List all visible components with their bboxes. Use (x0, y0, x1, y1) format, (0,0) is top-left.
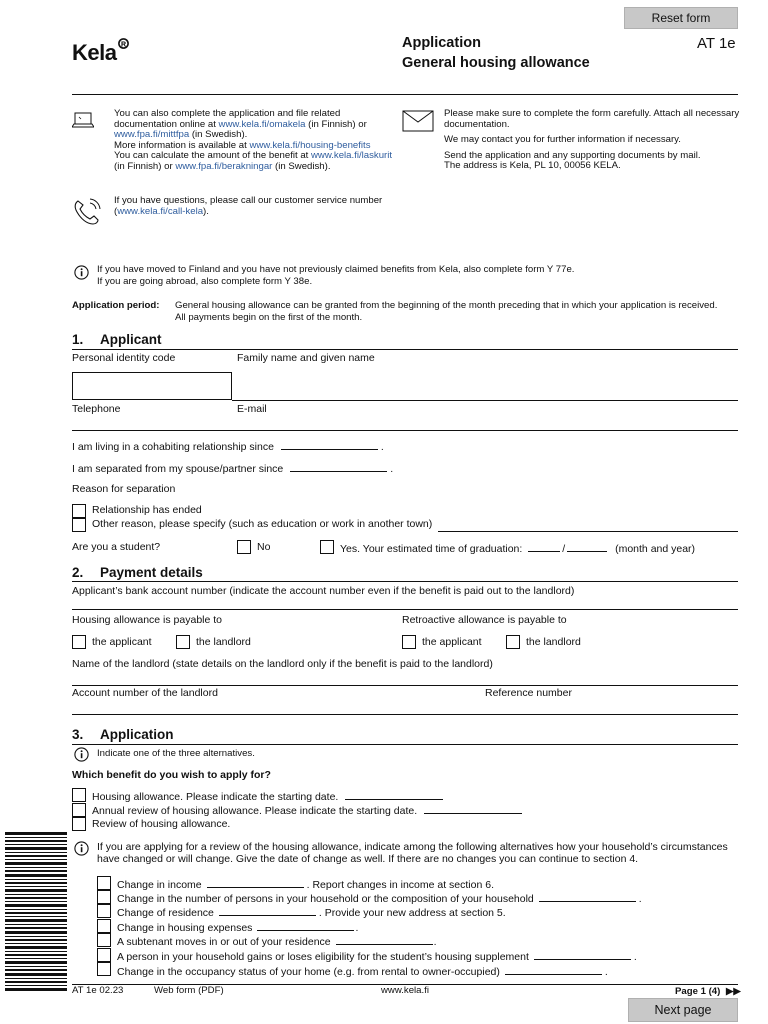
change-row (117, 949, 637, 963)
section-2-title: Payment details (100, 565, 203, 580)
info-icon (74, 747, 89, 762)
payable-to-label: Housing allowance is payable to (72, 614, 223, 626)
change-note: . Report changes in income at section 6. (306, 879, 494, 891)
phone-info (114, 196, 414, 217)
dot: . (380, 441, 384, 453)
envelope-icon (402, 110, 434, 132)
text: ). (203, 205, 209, 217)
indicate-text: Indicate one of the three alternatives. (97, 748, 255, 759)
link-berakningar[interactable]: www.fpa.fi/berakningar (175, 160, 273, 172)
text: You can calculate the amount of the benefit at (114, 150, 311, 162)
change-note: . (638, 893, 642, 905)
mail-line-4: Send the application and any supporting documents by mail. (444, 149, 701, 161)
reason-label: Reason for separation (72, 483, 176, 495)
logo-text: Kela (72, 40, 117, 65)
reason-ended-checkbox[interactable] (72, 504, 86, 518)
change-note: . Provide your new address at section 5. (318, 907, 506, 919)
online-line-1: You can also complete the application and file related (114, 108, 341, 119)
cohabiting-label: I am living in a cohabiting relationship since (72, 441, 274, 453)
review-info-line-1: If you are applying for a review of the housing allowance, indicate among the following alternatives how your household’s circumstances (97, 841, 728, 853)
page-number: Page 1 (4) (675, 986, 721, 997)
change-date-field[interactable] (505, 964, 602, 975)
mail-line-3: We may contact you for further information if necessary. (444, 134, 681, 146)
change-income-checkbox[interactable] (97, 876, 111, 890)
change-row (117, 905, 506, 919)
change-label: Change in the number of persons in your household or the composition of your household (117, 893, 534, 905)
change-label: Change in income (117, 879, 202, 891)
email-label: E-mail (237, 403, 267, 415)
pid-input[interactable] (72, 372, 232, 400)
housing-start-date-field[interactable] (345, 789, 443, 800)
separated-label: I am separated from my spouse/partner since (72, 463, 284, 475)
change-student-supplement-checkbox[interactable] (97, 948, 111, 962)
housing-allowance-checkbox[interactable] (72, 788, 86, 802)
section-1-rule (72, 349, 738, 350)
review-info-line-2: have changed or will change. Give the date of change as well. If there are no changes you can continue to section 4. (97, 853, 639, 865)
moved-line-2: If you are going abroad, also complete form Y 38e. (97, 275, 313, 287)
change-subtenant-checkbox[interactable] (97, 933, 111, 947)
review-label: Review of housing allowance. (92, 818, 231, 830)
barcode-image (5, 832, 67, 992)
landlord-name-field[interactable] (72, 685, 738, 686)
payable-applicant-label: the applicant (92, 636, 152, 648)
mail-info (444, 109, 744, 172)
text: (in Swedish). (189, 129, 248, 141)
change-household-checkbox[interactable] (97, 890, 111, 904)
text: (in Finnish) or (305, 118, 367, 130)
name-input-line[interactable] (232, 400, 738, 401)
footer-page (675, 987, 741, 998)
info-icon (74, 265, 89, 280)
text: ( (114, 205, 118, 217)
reason-other-checkbox[interactable] (72, 518, 86, 532)
form-code: AT 1e (697, 35, 736, 52)
text: documentation online at (114, 118, 219, 130)
landlord-account-label: Account number of the landlord (72, 687, 218, 699)
change-row (117, 920, 358, 934)
section-3-rule (72, 744, 738, 745)
student-question: Are you a student? (72, 541, 161, 553)
phone-email-input-line[interactable] (72, 430, 738, 431)
change-occupancy-checkbox[interactable] (97, 962, 111, 976)
moved-line-1: If you have moved to Finland and you have not previously claimed benefits from Kela, also complete form Y 77e. (97, 264, 575, 275)
link-mittfpa[interactable]: www.fpa.fi/mittfpa (114, 129, 190, 141)
cohabiting-row (72, 439, 384, 453)
dot: . (390, 463, 394, 475)
link-omakela[interactable]: www.kela.fi/omakela (218, 118, 306, 130)
reference-number-label: Reference number (485, 687, 572, 699)
section-3-title: Application (100, 727, 174, 742)
form-title: Application (402, 35, 481, 51)
phone-line-1: If you have questions, please call our customer service number (114, 195, 383, 206)
reason-other-label: Other reason, please specify (such as education or work in another town) (92, 518, 433, 530)
phone-icon (72, 197, 102, 227)
review-checkbox[interactable] (72, 817, 86, 831)
separated-date-field[interactable] (290, 461, 387, 472)
online-info (114, 109, 404, 173)
next-page-button[interactable]: Next page (628, 998, 738, 1022)
student-yes-row (340, 541, 695, 555)
link-laskurit[interactable]: www.kela.fi/laskurit (311, 150, 393, 162)
section-1-number: 1. (72, 332, 84, 347)
bank-account-label: Applicant’s bank account number (indicate the account number even if the benefit is paid out to the landlord) (72, 585, 575, 597)
change-row (117, 964, 608, 978)
bank-account-field[interactable] (72, 609, 738, 610)
month-year-hint: (month and year) (615, 543, 696, 555)
mail-line-2: documentation. (444, 118, 510, 130)
landlord-name-label: Name of the landlord (state details on the landlord only if the benefit is paid to the landlord) (72, 658, 493, 670)
student-no-checkbox[interactable] (237, 540, 251, 554)
housing-allowance-row (92, 789, 443, 803)
change-label: A subtenant moves in or out of your residence (117, 936, 331, 948)
slash: / (562, 543, 566, 555)
text: (in Finnish) or (114, 160, 176, 172)
payable-landlord-checkbox[interactable] (176, 635, 190, 649)
change-row (117, 891, 642, 905)
link-housing-benefits[interactable]: www.kela.fi/housing-benefits (249, 139, 371, 151)
change-expenses-checkbox[interactable] (97, 919, 111, 933)
payable-applicant-checkbox[interactable] (72, 635, 86, 649)
change-date-field[interactable] (257, 920, 354, 931)
change-date-field[interactable] (539, 891, 636, 902)
change-date-field[interactable] (336, 934, 433, 945)
text: (in Swedish). (272, 160, 331, 172)
double-arrow-icon: ▶▶ (726, 986, 741, 997)
review-info (97, 841, 728, 865)
change-label: Change in housing expenses (117, 922, 253, 934)
retro-landlord-label: the landlord (526, 636, 581, 648)
phone-line-2 (114, 207, 414, 218)
header-rule (72, 94, 738, 95)
housing-allowance-label: Housing allowance. Please indicate the starting date. (92, 791, 339, 803)
change-residence-checkbox[interactable] (97, 904, 111, 918)
name-label: Family name and given name (237, 352, 375, 364)
change-row (117, 934, 437, 948)
landlord-account-field[interactable] (72, 714, 738, 715)
reason-ended-label: Relationship has ended (92, 504, 202, 516)
section-3-number: 3. (72, 727, 84, 742)
retroactive-label: Retroactive allowance is payable to (402, 614, 567, 626)
footer-code: AT 1e 02.23 (72, 985, 124, 996)
annual-review-checkbox[interactable] (72, 803, 86, 817)
footer-site: www.kela.fi (381, 985, 429, 996)
graduation-month-field[interactable] (528, 541, 560, 552)
laptop-icon (72, 112, 94, 130)
logo-mark-icon (118, 38, 129, 49)
change-label: Change in the occupancy status of your home (e.g. from rental to owner-occupied) (117, 966, 500, 978)
annual-review-label: Annual review of housing allowance. Please indicate the starting date. (92, 805, 418, 817)
change-row (117, 877, 494, 891)
student-yes-label: Yes. Your estimated time of graduation: (340, 543, 523, 555)
mail-line-1: Please make sure to complete the form carefully. Attach all necessary (444, 108, 740, 119)
moved-info (97, 265, 574, 287)
info-icon (74, 841, 89, 856)
online-line-6 (114, 162, 404, 173)
section-2-rule (72, 581, 738, 582)
change-note: . (355, 922, 359, 934)
graduation-year-field[interactable] (567, 541, 607, 552)
annual-review-row (92, 803, 522, 817)
reset-form-button[interactable]: Reset form (624, 7, 738, 29)
reason-other-field[interactable] (438, 531, 738, 532)
period-label: Application period: (72, 300, 160, 311)
period-line-2: All payments begin on the first of the month. (175, 311, 363, 323)
mail-line-5: The address is Kela, PL 10, 00056 KELA. (444, 160, 621, 172)
which-benefit-label: Which benefit do you wish to apply for? (72, 769, 271, 781)
period-text (175, 301, 717, 323)
change-date-field[interactable] (219, 905, 316, 916)
change-label: Change of residence (117, 907, 214, 919)
payable-landlord-label: the landlord (196, 636, 251, 648)
change-note: . (633, 951, 637, 963)
svg-text:R: R (120, 41, 127, 49)
separated-row (72, 461, 393, 475)
change-note: . (604, 966, 608, 978)
retro-applicant-label: the applicant (422, 636, 482, 648)
change-label: A person in your household gains or loses eligibility for the student’s housing supplement (117, 951, 529, 963)
retro-landlord-checkbox[interactable] (506, 635, 520, 649)
change-note: . (433, 936, 437, 948)
change-date-field[interactable] (534, 949, 631, 960)
retro-applicant-checkbox[interactable] (402, 635, 416, 649)
text: More information is available at (114, 139, 250, 151)
period-line-1: General housing allowance can be granted from the beginning of the month preceding that in which your application is received. (175, 300, 718, 311)
cohabiting-date-field[interactable] (281, 439, 378, 450)
pid-label: Personal identity code (72, 352, 176, 364)
link-call-kela[interactable]: www.kela.fi/call-kela (117, 205, 204, 217)
annual-start-date-field[interactable] (424, 803, 522, 814)
change-date-field[interactable] (207, 877, 304, 888)
section-2-number: 2. (72, 565, 84, 580)
section-1-title: Applicant (100, 332, 162, 347)
phone-label: Telephone (72, 403, 121, 415)
student-yes-checkbox[interactable] (320, 540, 334, 554)
kela-logo (72, 40, 127, 66)
student-no-label: No (257, 541, 271, 553)
form-subtitle: General housing allowance (402, 55, 590, 71)
footer-type: Web form (PDF) (154, 985, 224, 996)
